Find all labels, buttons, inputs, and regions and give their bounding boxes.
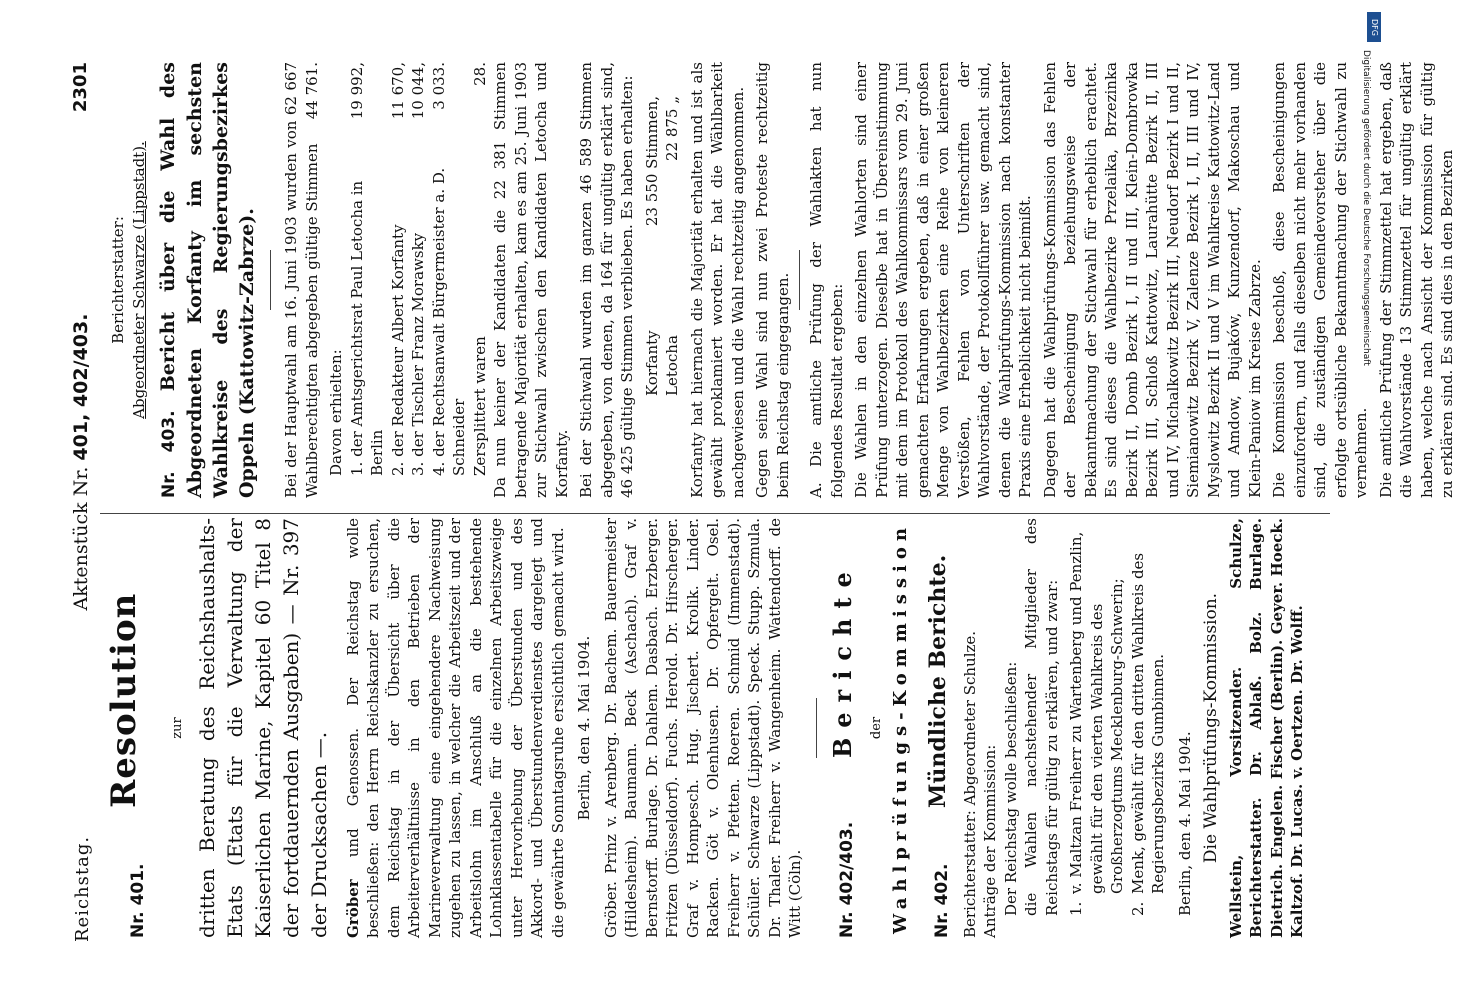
paragraph-5: Gegen seine Wahl sind nun zwei Proteste rechtzeitig beim Reichstag eingegangen. [753, 62, 792, 498]
nr-402-label: Nr. 402. [931, 863, 952, 938]
wahlen-text: die Wahlen nachstehender Mitglieder des Reichstags für gültig zu erklären, und zwar: [1022, 518, 1061, 916]
davon-line: Davon erhielten: [327, 349, 345, 476]
resolution-body [343, 518, 569, 938]
vote-candidate: der Redakteur Albert Korfanty [388, 224, 407, 457]
vote-row [347, 62, 388, 476]
separator-rule [816, 698, 817, 758]
column-divider [100, 513, 1330, 514]
stichwahl-count: 23 550 Stimmen, [642, 96, 661, 227]
zur-label: zur [170, 717, 185, 739]
vote-count: 3 033. [429, 62, 448, 110]
stichwahl-candidate: Letocha [663, 335, 681, 396]
resolution-lead-name: Gröber [343, 879, 362, 938]
zersplittert-count: 28. [470, 62, 489, 86]
signatories: Gröber. Prinz v. Arenberg. Dr. Bachem. Bauermeister (Hildesheim). Baumann. Beck (Aschach). Graf v. Bernstorff. Burlage. Dr. Dahlem. Dasbach. Erzberger. Fritzen (Düsseldorf). Fuchs. Herold. Dr. Hirscherger. Graf v. Hompesch. Hug. Jischert. Krolik. Linder. Racken. Göt v. Olenhusen. Dr. Opfergelt. Osel. Freiherr v. Pfetten. Roeren. Schmid (Immenstadt). Schüler. Schwarze (Lippstadt). Speck. Stupp. Szmula. Dr. Thaler. Freiherr v. Wangenheim. Wattendorff. de Witt (Cöln). [601, 518, 804, 938]
vote-row [470, 62, 491, 476]
resolution-subtitle: dritten Beratung des Reichshaushalts-Etats (Etats für die Verwaltung der Kaiserlichen Marine, Kapitel 60 Titel 8 der fortdauernden Ausgaben) — Nr. 397 der Drucksachen —. [194, 518, 331, 938]
vote-list [347, 62, 491, 498]
antraege-line: Anträge der Kommission: [981, 744, 999, 938]
stichwahl-results [642, 96, 683, 418]
vote-candidate: der Rechtsanwalt Bürgermeister a. D. Schneider [429, 167, 468, 476]
bericht-title: Bericht über die Wahl des Abgeordneten Korfanty im sechsten Wahlkreise des Regierungsbezirkes Oppeln (Kattowitz-Zabrze). [157, 62, 258, 498]
nr-403-label: Nr. 403. [159, 410, 179, 498]
header-center-prefix: Aktenstück Nr. [70, 466, 92, 611]
wpk-signature-title: Die Wahlprüfungs-Kommission. [1201, 592, 1221, 864]
wahlpruefungs-kommission-title: Wahlprüfungs-Kommission [890, 522, 911, 934]
vote-row [388, 62, 409, 476]
vote-count: 10 044, [409, 62, 427, 120]
vote-candidate: der Tischler Franz Morawsky [409, 232, 427, 457]
stichwahl-row [642, 96, 663, 396]
resolution-heading [104, 518, 168, 938]
commission-members: Wellstein, Vorsitzender. Schulze, Berichterstatter. Dr. Ablaß. Bolz. Burlage. Dietrich. Engelen. Fischer (Berlin). Geyer. Hoeck. Kaltzof. Dr. Lucas. v. Oertzen. Dr. Wolff. [1226, 518, 1306, 938]
vote-number: 2. [388, 461, 407, 476]
paragraph-7: Die Wahlen in den einzelnen Wahlorten sind einer Prüfung unterzogen. Dieselbe hat in Übereinstimmung mit dem im Protokoll des Wahlkommissars vom 29. Juni gemachten Erfahrungen ergeben, daß in einer großen Menge von Wahlbezirken eine Reihe von kleineren Verstößen, Fehlen von Unterschriften der Wahlvorstände, der Protokollführer usw. gemacht sind, denen die Wahlprüfungs-Kommission nach konstanter Praxis eine Erheblichkeit nicht beimißt. [852, 62, 1034, 498]
page-number: 2301 [70, 62, 91, 113]
vote-number: 1. [347, 461, 366, 476]
vote-name [429, 132, 470, 476]
zersplittert-label: Zersplittert waren [470, 336, 489, 476]
vote-count: 11 670, [388, 62, 407, 120]
stichwahl-row [662, 96, 683, 396]
item-2-text: Menk, gewählt für den dritten Wahlkreis des Regierungsbezirks Gumbinnen. [1128, 552, 1167, 894]
beschliessen-line: Der Reichstag wolle beschließen: [1001, 661, 1020, 916]
paragraph-3: Bei der Stichwahl wurden im ganzen 46 589 Stimmen abgegeben, von denen, da 164 für ungültig erklärt sind, 46 425 gültige Stimmen verblieben. Es haben erhalten: [577, 62, 636, 498]
vote-number: 3. [409, 461, 427, 476]
header-center-numbers: 401, 402/403. [70, 313, 92, 461]
paragraph-9: Die Kommission beschloß, diese Bescheinigungen einzufordern, und falls dieselben nicht mehr vorhanden sind, die zuständigen Gemeindevorsteher über die erfolgte ortsübliche Bekanntmachung der Stichwahl zu vernehmen. [1270, 62, 1370, 498]
paragraph-1 [281, 62, 322, 498]
paragraph-2: Da nun keiner der Kandidaten die 22 381 Stimmen betragende Majorität erhalten, kam es am 25. Juni 1903 zur Stichwahl zwischen den Kandidaten Letocha und Korfanty. [491, 62, 571, 498]
left-column [104, 518, 1312, 938]
date-1: Berlin, den 4. Mai 1904. [575, 635, 593, 821]
stichwahl-candidate: Korfanty [642, 330, 661, 396]
page-header [64, 62, 104, 942]
header-left: Reichstag. [72, 835, 93, 942]
date-2: Berlin, den 4. Mai 1904. [1175, 731, 1194, 916]
list-item-1: 1. v. Maltzan Freiherr zu Wartenberg und Penzlin, gewählt für den vierten Wahlkreis des Großherzogtums Mecklenburg-Schwerin; [1066, 518, 1128, 938]
digitization-note: Digitalisierung gefördert durch die Deutsche Forschungsgemeinschaft [1361, 50, 1371, 366]
berichterstatter-line: Berichterstatter: Abgeordneter Schulze. [960, 630, 979, 938]
der-label: der [868, 716, 884, 740]
header-center [70, 232, 92, 692]
list-item-2: 2. Menk, gewählt für den dritten Wahlkreis des Regierungsbezirks Gumbinnen. [1128, 518, 1169, 938]
paragraph-4: Korfanty hat hiernach die Majorität erhalten und ist als gewählt proklamiert worden. Er hat die Wählbarkeit nachgewiesen und die Wahl rechtzeitig angenommen. [687, 62, 747, 498]
vote-row [408, 62, 429, 476]
resolution-title: Resolution [104, 592, 144, 808]
right-column [108, 62, 1462, 498]
dfg-badge-text: DFG [1370, 18, 1379, 36]
nr-401-label: Nr. 401. [128, 863, 148, 938]
berichte-title: Berichte [827, 562, 857, 758]
muendliche-berichte-title: Mündliche Berichte. [924, 554, 951, 808]
berichte-heading [827, 518, 867, 938]
vote-count: 19 992, [347, 62, 366, 120]
item-1-text: v. Maltzan Freiherr zu Wartenberg und Penzlin, gewählt für den vierten Wahlkreis des Großherzogtums Mecklenburg-Schwerin; [1067, 531, 1126, 894]
nr-402-heading [924, 518, 960, 938]
right-abgeordneter: Abgeordneter Schwarze (Lippstadt). [129, 141, 148, 419]
vote-name [347, 132, 388, 476]
paragraph-1-text: Bei der Hauptwahl am 16. Juni 1903 wurden von 62 667 Wahlberechtigten abgegeben gültige Stimmen [282, 62, 321, 498]
paragraph-8: Dagegen hat die Wahlprüfungs-Kommission das Fehlen der Bescheinigung beziehungsweise der Bekanntmachung der Stichwahl für erheblich erachtet. Es sind dieses die Wahlbezirke Przelaika, Brzezinka Bezirk II, Domb Bezirk I, II und III, Klein-Dombrowka Bezirk III, Schloß Kattowitz, Laurahütte Bezirk II, III und IV, Michalkowitz Bezirk III, Neudorf Bezirk I und II, Siemianowitz Bezirk V, Zalenze Bezirk I, II, III und IV, Myslowitz Bezirk II und V im Wahlkreise Kattowitz-Land und Amdow, Bujaków, Kunzendorf, Makoschau und Klein-Paniow im Kreise Zabrze. [1040, 62, 1264, 498]
right-berichterstatter: Berichterstatter: [109, 216, 127, 344]
nr-403-heading [155, 62, 260, 498]
vote-name [408, 233, 429, 476]
paragraph-1-total: 44 761. [302, 62, 321, 120]
vote-candidate: der Amtsgerichtsrat Paul Letocha in Berlin [347, 180, 386, 476]
separator-rule-right-2 [799, 250, 800, 310]
paragraph-6: A. Die amtliche Prüfung der Wahlakten hat nun folgendes Resultat ergeben: [807, 62, 846, 498]
vote-row [429, 62, 470, 476]
vote-name [388, 224, 409, 476]
nr-402-403-label: Nr. 402/403. [836, 821, 857, 938]
vote-number: 4. [429, 461, 448, 476]
separator-rule-right [270, 250, 271, 310]
resolution-text: und Genossen. Der Reichstag wolle beschließen: den Herrn Reichskanzler zu ersuchen, dem Reichstag in der Übersicht über die Arbeiterverhältnisse in den Betrieben der Marineverwaltung eine eingehendere Nachweisung zugehen zu lassen, in welcher die Arbeitszeit und der Arbeitslohn im Anschluß an die bestehende Lohnklassentabelle für die einzelnen Arbeitszweige unter Hervorhebung der Überstunden und des Akkord- und Überstundenverdienstes dargelegt und die gewährte Sonntagsruhe ersichtlich gemacht wird. [343, 518, 567, 938]
stichwahl-count: 22 875 „ [663, 96, 681, 162]
paragraph-10: Die amtliche Prüfung der Stimmzettel hat ergeben, daß die Wahlvorstände 13 Stimmzettel für ungültig erklärt haben, welche nach Ansicht der Kommission für gültig zu erklären sind. Es sind dies in den Bezirken [1376, 62, 1456, 498]
